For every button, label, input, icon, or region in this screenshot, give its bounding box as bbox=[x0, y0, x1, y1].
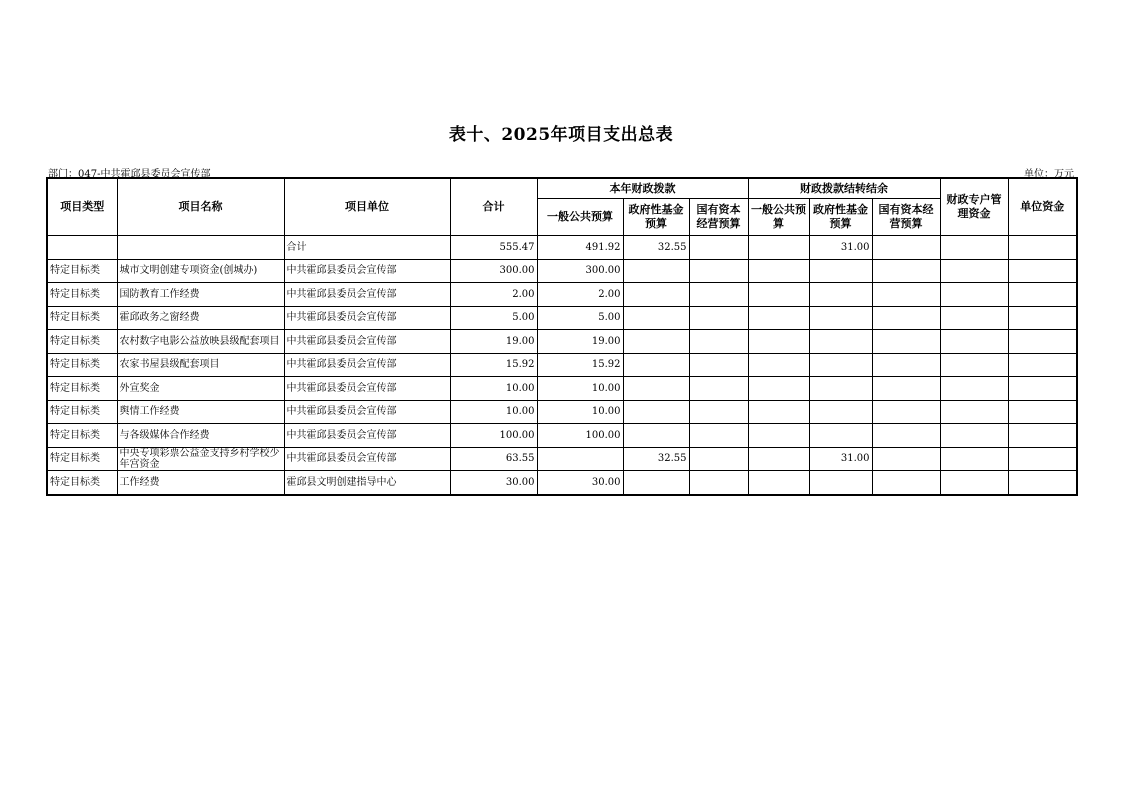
table-cell: 中共霍邱县委员会宣传部 bbox=[284, 330, 450, 354]
table-row bbox=[47, 424, 1077, 448]
table-cell: 中共霍邱县委员会宣传部 bbox=[284, 424, 450, 448]
department-label: 部门：047-中共霍邱县委员会宣传部 bbox=[48, 169, 211, 180]
table-title: 表十、2025年项目支出总表 bbox=[448, 125, 674, 145]
table-cell: 城市文明创建专项资金(创城办) bbox=[117, 259, 284, 283]
table-cell bbox=[1008, 259, 1077, 283]
table-cell: 300.00 bbox=[450, 259, 537, 283]
table-cell: 15.92 bbox=[450, 353, 537, 377]
table-cell bbox=[940, 353, 1008, 377]
table-cell: 19.00 bbox=[450, 330, 537, 354]
table-cell bbox=[748, 306, 809, 330]
table-cell bbox=[940, 236, 1008, 260]
table-cell bbox=[872, 330, 940, 354]
header-special-account: 财政专户管理资金 bbox=[940, 178, 1008, 236]
table-cell: 特定目标类 bbox=[47, 424, 117, 448]
table-cell: 2.00 bbox=[450, 283, 537, 307]
table-cell: 外宣奖金 bbox=[117, 377, 284, 401]
table-cell: 32.55 bbox=[623, 236, 689, 260]
table-cell: 特定目标类 bbox=[47, 471, 117, 495]
table-cell bbox=[940, 306, 1008, 330]
table-cell bbox=[623, 353, 689, 377]
table-cell bbox=[940, 424, 1008, 448]
table-cell: 10.00 bbox=[450, 377, 537, 401]
table-cell bbox=[689, 259, 748, 283]
table-cell bbox=[689, 377, 748, 401]
table-cell: 与各级媒体合作经费 bbox=[117, 424, 284, 448]
table-cell bbox=[1008, 306, 1077, 330]
table-cell bbox=[872, 306, 940, 330]
table-cell bbox=[809, 424, 872, 448]
table-cell bbox=[689, 236, 748, 260]
table-cell bbox=[623, 471, 689, 495]
table-cell bbox=[689, 283, 748, 307]
table-cell: 特定目标类 bbox=[47, 259, 117, 283]
table-cell bbox=[689, 424, 748, 448]
header-group-carryover: 财政拨款结转结余 bbox=[748, 178, 940, 199]
header-total: 合计 bbox=[450, 178, 537, 236]
table-cell bbox=[940, 283, 1008, 307]
table-cell: 2.00 bbox=[537, 283, 623, 307]
table-cell: 特定目标类 bbox=[47, 353, 117, 377]
table-cell bbox=[940, 330, 1008, 354]
table-cell bbox=[1008, 236, 1077, 260]
table-cell: 霍邱县文明创建指导中心 bbox=[284, 471, 450, 495]
table-cell: 5.00 bbox=[450, 306, 537, 330]
table-cell: 10.00 bbox=[537, 400, 623, 424]
unit-label: 单位：万元 bbox=[1024, 169, 1074, 180]
table-cell: 中央专项彩票公益金支持乡村学校少年宫资金 bbox=[117, 447, 284, 471]
table-cell: 15.92 bbox=[537, 353, 623, 377]
header-own-funds: 单位资金 bbox=[1008, 178, 1077, 236]
table-cell bbox=[872, 377, 940, 401]
table-cell: 特定目标类 bbox=[47, 377, 117, 401]
table-cell bbox=[47, 236, 117, 260]
table-cell bbox=[872, 283, 940, 307]
table-cell bbox=[689, 471, 748, 495]
header-name: 项目名称 bbox=[117, 178, 284, 236]
table-cell: 31.00 bbox=[809, 447, 872, 471]
table-cell bbox=[1008, 424, 1077, 448]
table-cell: 100.00 bbox=[450, 424, 537, 448]
table-cell: 30.00 bbox=[450, 471, 537, 495]
table-row bbox=[47, 471, 1077, 495]
table-cell bbox=[809, 353, 872, 377]
table-cell bbox=[748, 353, 809, 377]
table-cell: 特定目标类 bbox=[47, 306, 117, 330]
table-cell bbox=[623, 400, 689, 424]
table-cell: 63.55 bbox=[450, 447, 537, 471]
table-cell: 中共霍邱县委员会宣传部 bbox=[284, 377, 450, 401]
table-row bbox=[47, 259, 1077, 283]
table-cell: 491.92 bbox=[537, 236, 623, 260]
table-cell bbox=[689, 400, 748, 424]
header-g2-fund: 政府性基金预算 bbox=[809, 199, 872, 236]
header-g2-state-capital: 国有资本经营预算 bbox=[872, 199, 940, 236]
table-cell bbox=[748, 283, 809, 307]
table-cell bbox=[872, 424, 940, 448]
table-cell: 32.55 bbox=[623, 447, 689, 471]
table-cell bbox=[872, 447, 940, 471]
table-row bbox=[47, 400, 1077, 424]
header-group-current-appropriation: 本年财政拨款 bbox=[537, 178, 748, 199]
table-cell bbox=[689, 330, 748, 354]
table-cell: 特定目标类 bbox=[47, 330, 117, 354]
table-cell bbox=[689, 447, 748, 471]
table-cell bbox=[809, 400, 872, 424]
table-cell bbox=[748, 400, 809, 424]
table-cell: 工作经费 bbox=[117, 471, 284, 495]
table-cell bbox=[809, 471, 872, 495]
header-g1-general: 一般公共预算 bbox=[537, 199, 623, 236]
table-cell bbox=[809, 306, 872, 330]
table-cell: 农家书屋县级配套项目 bbox=[117, 353, 284, 377]
table-cell bbox=[940, 447, 1008, 471]
table-cell bbox=[809, 330, 872, 354]
table-cell: 农村数字电影公益放映县级配套项目 bbox=[117, 330, 284, 354]
table-cell: 5.00 bbox=[537, 306, 623, 330]
table-cell: 中共霍邱县委员会宣传部 bbox=[284, 400, 450, 424]
table-row bbox=[47, 353, 1077, 377]
header-g2-general: 一般公共预算 bbox=[748, 199, 809, 236]
table-cell bbox=[748, 330, 809, 354]
table-cell bbox=[940, 471, 1008, 495]
table-cell bbox=[623, 330, 689, 354]
table-cell bbox=[623, 306, 689, 330]
header-g1-state-capital: 国有资本经营预算 bbox=[689, 199, 748, 236]
table-cell: 31.00 bbox=[809, 236, 872, 260]
table-cell bbox=[537, 447, 623, 471]
table-cell: 10.00 bbox=[537, 377, 623, 401]
table-cell: 100.00 bbox=[537, 424, 623, 448]
table-cell: 合计 bbox=[284, 236, 450, 260]
table-cell bbox=[689, 306, 748, 330]
table-cell: 舆情工作经费 bbox=[117, 400, 284, 424]
table-cell bbox=[809, 377, 872, 401]
table-cell: 国防教育工作经费 bbox=[117, 283, 284, 307]
table-cell bbox=[1008, 447, 1077, 471]
table-cell bbox=[872, 400, 940, 424]
table-cell: 中共霍邱县委员会宣传部 bbox=[284, 447, 450, 471]
table-cell: 特定目标类 bbox=[47, 283, 117, 307]
table-cell: 中共霍邱县委员会宣传部 bbox=[284, 283, 450, 307]
table-cell: 19.00 bbox=[537, 330, 623, 354]
table-cell bbox=[623, 424, 689, 448]
table-row bbox=[47, 330, 1077, 354]
table-cell: 中共霍邱县委员会宣传部 bbox=[284, 259, 450, 283]
table-cell bbox=[940, 400, 1008, 424]
table-cell: 中共霍邱县委员会宣传部 bbox=[284, 306, 450, 330]
table-row bbox=[47, 377, 1077, 401]
table-cell: 555.47 bbox=[450, 236, 537, 260]
table-cell: 特定目标类 bbox=[47, 447, 117, 471]
table-body bbox=[47, 236, 1077, 495]
table-cell bbox=[623, 377, 689, 401]
table-cell bbox=[623, 283, 689, 307]
table-cell bbox=[748, 447, 809, 471]
table-cell bbox=[1008, 353, 1077, 377]
budget-table bbox=[46, 177, 1078, 496]
table-row bbox=[47, 236, 1077, 260]
table-cell bbox=[748, 471, 809, 495]
table-cell bbox=[872, 236, 940, 260]
table-cell bbox=[748, 259, 809, 283]
table-cell: 10.00 bbox=[450, 400, 537, 424]
table-cell bbox=[809, 283, 872, 307]
table-cell: 特定目标类 bbox=[47, 400, 117, 424]
header-g1-fund: 政府性基金预算 bbox=[623, 199, 689, 236]
table-cell bbox=[623, 259, 689, 283]
header-unit: 项目单位 bbox=[284, 178, 450, 236]
table-cell bbox=[1008, 471, 1077, 495]
table-cell bbox=[872, 471, 940, 495]
table-cell bbox=[1008, 377, 1077, 401]
table-cell bbox=[1008, 330, 1077, 354]
table-cell bbox=[940, 377, 1008, 401]
table-cell bbox=[940, 259, 1008, 283]
table-cell bbox=[689, 353, 748, 377]
table-cell: 30.00 bbox=[537, 471, 623, 495]
table-cell bbox=[872, 259, 940, 283]
header-type: 项目类型 bbox=[47, 178, 117, 236]
table-cell bbox=[117, 236, 284, 260]
table-cell bbox=[1008, 283, 1077, 307]
table-cell: 霍邱政务之窗经费 bbox=[117, 306, 284, 330]
table-cell bbox=[809, 259, 872, 283]
table-cell bbox=[1008, 400, 1077, 424]
table-cell bbox=[748, 236, 809, 260]
table-cell: 中共霍邱县委员会宣传部 bbox=[284, 353, 450, 377]
table-cell bbox=[872, 353, 940, 377]
table-cell bbox=[748, 424, 809, 448]
table-row bbox=[47, 283, 1077, 307]
table-row bbox=[47, 447, 1077, 471]
table-cell bbox=[748, 377, 809, 401]
table-row bbox=[47, 306, 1077, 330]
table-cell: 300.00 bbox=[537, 259, 623, 283]
